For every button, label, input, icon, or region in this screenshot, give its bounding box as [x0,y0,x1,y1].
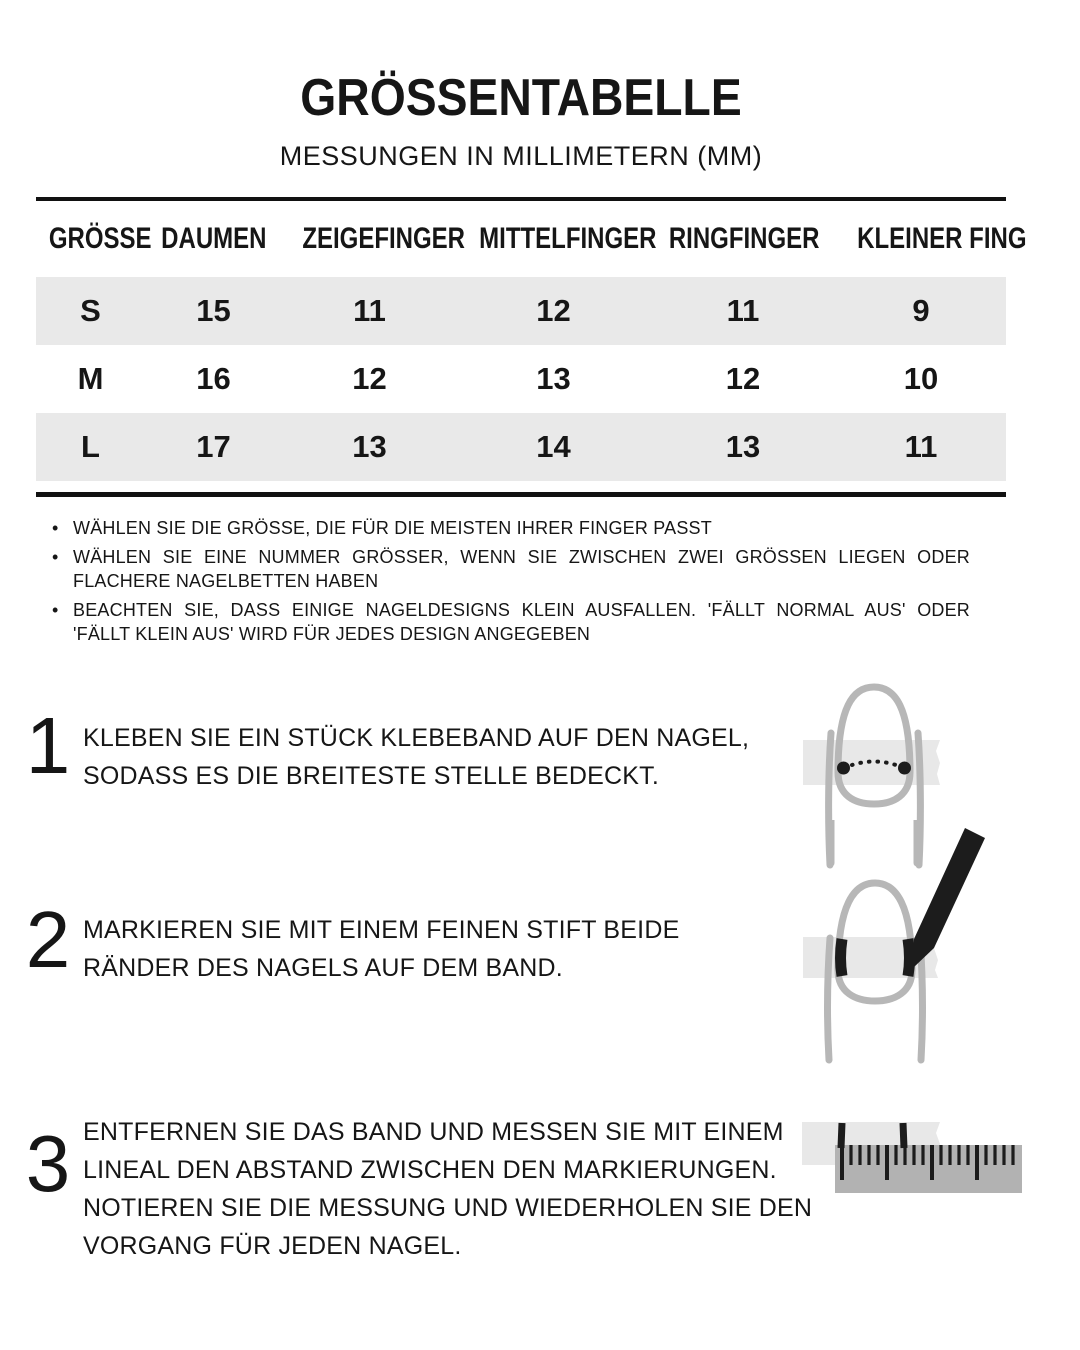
step-line: VORGANG FÜR JEDEN NAGEL. [83,1232,462,1260]
size-table-body [36,277,1006,481]
sizing-notes [52,516,982,646]
step-line: ENTFERNEN SIE DAS BAND UND MESSEN SIE MIT EINEM [83,1118,784,1146]
note-line: WÄHLEN SIE EINE NUMMER GRÖSSER, WENN SIE ZWISCHEN ZWEI GRÖSSEN LIEGEN ODER [73,547,970,567]
page-title: GRÖSSENTABELLE [300,69,742,127]
column-header-groesse: GRÖSSE [48,222,152,255]
note-line: WÄHLEN SIE DIE GRÖSSE, DIE FÜR DIE MEISTEN IHRER FINGER PASST [73,518,712,538]
table-row-size-s [36,277,1006,345]
cell-daumen: 16 [196,361,231,396]
size-table-header-row [36,215,1027,263]
bullet-dot: • [52,600,59,620]
nail-edge-mark-left [841,939,843,976]
step-2-text [83,911,803,987]
table-row-size-l [36,413,1006,481]
column-header-mittelfinger: MITTELFINGER [479,222,657,255]
cell-kleiner-finger: 10 [903,361,939,396]
cell-zeigefinger: 12 [352,361,387,396]
cell-size: L [81,429,100,464]
cell-size: M [77,361,104,396]
cell-mittelfinger: 14 [536,429,571,464]
note-line: 'FÄLLT KLEIN AUS' WIRD FÜR JEDES DESIGN ANGEGEBEN [73,624,591,644]
marker-pen-icon [913,828,985,968]
step-line: LINEAL DEN ABSTAND ZWISCHEN DEN MARKIERUNGEN. [83,1156,777,1184]
tape-mark-right [903,1123,904,1148]
note-line: BEACHTEN SIE, DASS EINIGE NAGELDESIGNS KLEIN AUSFALLEN. 'FÄLLT NORMAL AUS' ODER [73,600,970,620]
cell-zeigefinger: 13 [352,429,387,464]
divider-top [36,197,1006,201]
divider-bottom [36,492,1006,497]
bullet-dot: • [52,547,59,567]
cell-mittelfinger: 12 [536,293,571,328]
cell-kleiner-finger: 11 [904,429,938,464]
finger-outline-left [828,938,830,1060]
step-3-number: 3 [25,1119,71,1208]
step-2-number: 2 [25,895,71,984]
cell-ringfinger: 13 [725,429,761,464]
table-row-size-m [36,345,1006,413]
step-line: KLEBEN SIE EIN STÜCK KLEBEBAND AUF DEN NAGEL, [83,724,750,752]
step-3-text [83,1113,813,1265]
step-line: RÄNDER DES NAGELS AUF DEM BAND. [83,954,563,982]
cell-ringfinger: 11 [726,293,760,328]
cell-ringfinger: 12 [725,361,761,396]
tape-mark-left [841,1123,842,1148]
step-line: MARKIEREN SIE MIT EINEM FEINEN STIFT BEIDE [83,916,680,944]
cell-kleiner-finger: 9 [912,293,930,328]
page-subtitle: MESSUNGEN IN MILLIMETERN (MM) [279,141,763,171]
column-header-zeigefinger: ZEIGEFINGER [302,222,466,255]
column-header-ringfinger: RINGFINGER [668,222,820,255]
column-header-kleiner-finger: KLEINER FING [857,222,1027,255]
step-1-text [83,719,803,795]
note-line: FLACHERE NAGELBETTEN HABEN [73,571,379,591]
column-header-daumen: DAUMEN [160,222,267,255]
step-1-number: 1 [25,701,71,790]
cell-mittelfinger: 13 [536,361,571,396]
ruler-measurement-illustration [793,1113,1033,1203]
cell-daumen: 17 [196,429,231,464]
cell-zeigefinger: 11 [353,293,386,328]
note-item [52,598,982,646]
finger-marking-illustration [790,820,990,1080]
nail-edge-mark-right [908,939,910,976]
size-table [36,215,1027,481]
measurement-dot-right [898,762,911,775]
cell-daumen: 15 [196,293,231,328]
bullet-dot: • [52,518,59,538]
cell-size: S [80,293,101,328]
measurement-dot-left [837,762,850,775]
note-item [52,545,982,593]
step-line: SODASS ES DIE BREITESTE STELLE BEDECKT. [83,762,660,790]
note-item [52,516,982,540]
step-line: NOTIEREN SIE DIE MESSUNG UND WIEDERHOLEN SIE DEN [83,1194,813,1222]
